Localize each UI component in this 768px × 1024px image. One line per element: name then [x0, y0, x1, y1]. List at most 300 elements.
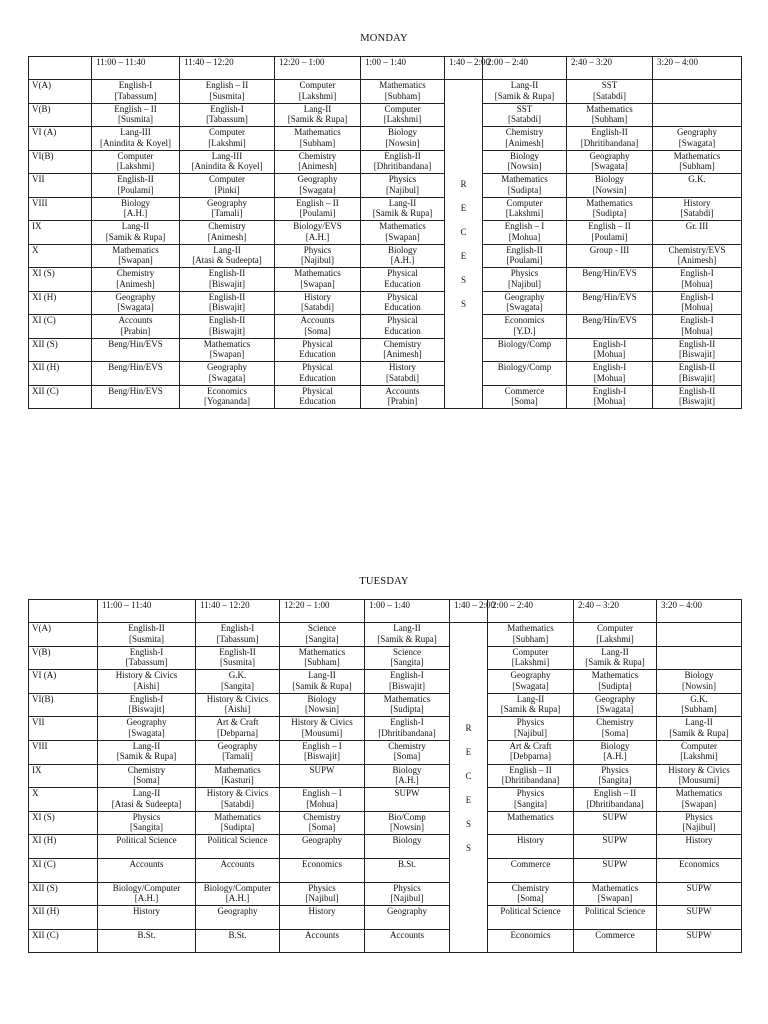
period-time-header: 2:00 – 2:40 — [488, 600, 574, 623]
subject-text: Mathematics — [501, 174, 548, 184]
monday-title: MONDAY — [360, 33, 408, 44]
teacher-text: [Animesh] — [298, 161, 337, 171]
period-cell — [483, 385, 567, 409]
period-cell — [488, 882, 574, 906]
subject-text: Physical — [387, 268, 418, 278]
teacher-text: [Biswajit] — [679, 372, 715, 383]
subject-text: Lang-II — [308, 670, 336, 681]
subject-text: Lang-II — [132, 740, 161, 751]
recess-letter: C — [465, 770, 472, 781]
subject-text: Mathematics — [586, 103, 633, 114]
teacher-text: [Swagata] — [512, 680, 549, 691]
subject-text: Beng/Hin/EVS — [582, 291, 637, 302]
teacher-text: [Satabdi] — [301, 302, 334, 312]
teacher-text: [A.H.] — [305, 231, 330, 242]
teacher-text: [Tabassum] — [125, 657, 168, 668]
period-cell — [488, 811, 574, 835]
teacher-text: [Mohua] — [508, 231, 541, 242]
period-cell — [657, 906, 742, 930]
subject-text: B.St. — [397, 858, 416, 869]
table-row — [29, 811, 742, 835]
subject-text: English – II — [114, 103, 157, 114]
period-time-header: 11:40 – 12:20 — [180, 57, 275, 80]
teacher-text: [Nowsin] — [385, 137, 420, 148]
period-cell — [361, 80, 445, 104]
period-cell — [275, 103, 361, 127]
period-cell — [275, 315, 361, 339]
teacher-text: [Prabin] — [387, 396, 418, 406]
teacher-text: [Lakshmi] — [680, 751, 718, 762]
teacher-text: [Prabin] — [120, 325, 151, 336]
subject-text: SUPW — [686, 906, 712, 917]
subject-text: Biology — [600, 740, 630, 751]
teacher-text: [Samik & Rupa] — [500, 704, 561, 715]
teacher-text: Education — [299, 349, 336, 359]
period-cell — [275, 221, 361, 245]
subject-text: Computer — [384, 103, 421, 114]
period-cell — [483, 127, 567, 151]
subject-text: Lang-II — [303, 103, 332, 114]
period-cell — [275, 291, 361, 315]
teacher-text: [Lakshmi] — [511, 657, 550, 668]
teacher-text: [Sudipta] — [598, 680, 632, 691]
period-cell — [98, 693, 196, 717]
teacher-text: [Sudipta] — [592, 208, 627, 218]
period-cell — [280, 693, 365, 717]
recess-letter: R — [460, 179, 467, 189]
teacher-text: [Atasi & Sudeepta] — [111, 798, 182, 809]
recess-letter: S — [460, 275, 466, 285]
subject-text: Computer — [512, 646, 549, 657]
teacher-text: [Najibul] — [386, 184, 419, 195]
subject-text: English-II — [128, 623, 165, 633]
period-cell — [275, 362, 361, 386]
teacher-text: [A.H.] — [395, 775, 419, 786]
period-cell — [483, 174, 567, 198]
teacher-text: [Samik & Rupa] — [372, 208, 433, 218]
period-cell — [361, 127, 445, 151]
recess-letter: R — [465, 722, 472, 733]
subject-text: SUPW — [394, 788, 420, 799]
period-cell — [92, 244, 180, 268]
subject-text: Chemistry — [303, 811, 341, 822]
teacher-text: [Sudipta] — [507, 184, 542, 195]
period-cell — [567, 385, 653, 409]
period-cell — [196, 670, 280, 694]
teacher-text: [Dhritibandana] — [580, 137, 639, 148]
subject-text: Physical — [302, 362, 333, 372]
period-cell — [92, 127, 180, 151]
period-cell — [92, 268, 180, 292]
subject-text: Mathematics — [383, 693, 431, 704]
subject-text: Physical — [302, 338, 333, 349]
subject-text: Accounts — [390, 929, 424, 940]
teacher-text: [Tamali] — [222, 751, 253, 762]
recess-label — [451, 716, 486, 860]
period-cell — [365, 906, 450, 930]
teacher-text: [Swapan] — [209, 349, 245, 359]
subject-text: English – II — [296, 197, 339, 208]
subject-text: Lang-III — [120, 127, 151, 137]
subject-text: Political Science — [584, 906, 646, 917]
corner-header-cell — [29, 57, 92, 80]
recess-letter: E — [465, 794, 472, 805]
period-cell — [98, 906, 196, 930]
tuesday-timetable — [28, 599, 742, 953]
teacher-text: [Samik & Rupa] — [585, 657, 645, 668]
period-cell — [98, 740, 196, 764]
subject-text: Beng/Hin/EVS — [108, 362, 163, 372]
subject-text: Biology/EVS — [293, 221, 342, 231]
subject-text: Physics — [388, 174, 417, 184]
period-cell — [180, 338, 275, 362]
teacher-text: [A.H.] — [134, 893, 159, 904]
teacher-text: [Nowsin] — [390, 822, 424, 833]
period-cell — [275, 80, 361, 104]
period-cell — [92, 80, 180, 104]
period-cell — [280, 646, 365, 670]
teacher-text: [Mousumi] — [301, 727, 343, 738]
subject-text: SUPW — [686, 882, 712, 893]
recess-letter: E — [460, 251, 467, 261]
subject-text: Biology — [120, 197, 150, 208]
subject-text: Physical — [387, 291, 418, 302]
class-name-cell: VII — [29, 717, 98, 741]
subject-text: Computer — [506, 197, 543, 208]
teacher-text: [Aishi] — [224, 704, 251, 715]
class-name-cell: XII (H) — [29, 906, 98, 930]
period-cell — [365, 740, 450, 764]
period-cell — [361, 244, 445, 268]
period-cell — [365, 764, 450, 788]
subject-text: Physics — [132, 811, 161, 822]
subject-text: History — [517, 835, 544, 846]
teacher-text: [Aishi] — [133, 680, 160, 691]
period-cell — [280, 717, 365, 741]
subject-text: SUPW — [309, 764, 335, 775]
subject-text: SST — [601, 80, 618, 90]
period-cell — [361, 174, 445, 198]
teacher-text: [Soma] — [308, 822, 336, 833]
subject-text: Accounts — [385, 385, 420, 396]
period-cell — [280, 835, 365, 859]
teacher-text: [Biswajit] — [389, 680, 425, 691]
subject-text: Commerce — [595, 929, 635, 940]
subject-text: Beng/Hin/EVS — [582, 268, 637, 278]
period-cell — [567, 315, 653, 339]
teacher-text: [Subham] — [304, 657, 340, 668]
period-cell — [365, 858, 450, 882]
teacher-text: [Samik & Rupa] — [669, 727, 729, 738]
subject-text: Biology — [387, 127, 417, 137]
recess-cell — [450, 623, 488, 953]
table-row — [29, 221, 742, 245]
teacher-text: [Atasi & Sudeepta] — [192, 255, 262, 265]
subject-text: Geography — [217, 906, 258, 917]
subject-text: Physical — [302, 385, 333, 396]
subject-text: English-I — [592, 338, 627, 349]
subject-text: Beng/Hin/EVS — [582, 315, 637, 325]
class-name-cell: V(B) — [29, 103, 92, 127]
period-cell — [98, 882, 196, 906]
subject-text: History & Civics — [206, 693, 269, 704]
period-cell — [275, 127, 361, 151]
subject-text: Mathematics — [203, 338, 251, 349]
subject-text: English – II — [593, 788, 637, 799]
class-name-cell: XII (S) — [29, 882, 98, 906]
class-name-cell: XII (C) — [29, 929, 98, 953]
subject-text: Biology — [509, 150, 539, 161]
period-time-header: 11:00 – 11:40 — [92, 57, 180, 80]
period-cell — [574, 811, 657, 835]
period-cell — [567, 174, 653, 198]
period-cell — [361, 197, 445, 221]
teacher-text: [Swapan] — [681, 798, 717, 809]
subject-text: Geography — [126, 717, 167, 728]
period-cell — [653, 268, 742, 292]
subject-text: Chemistry — [208, 221, 246, 231]
class-name-cell: V(B) — [29, 646, 98, 670]
subject-text: Geography — [677, 127, 717, 137]
subject-text: Chemistry — [388, 740, 426, 751]
teacher-text: [Mohua] — [681, 302, 713, 312]
class-name-cell: XI (H) — [29, 835, 98, 859]
recess-letter: E — [460, 203, 467, 213]
period-cell — [280, 811, 365, 835]
subject-text: English-I — [592, 362, 627, 372]
teacher-text: [Biswajit] — [679, 396, 715, 406]
subject-text: Biology/Computer — [112, 882, 181, 893]
period-cell — [483, 338, 567, 362]
subject-text: SUPW — [686, 929, 712, 940]
period-cell — [196, 693, 280, 717]
period-cell — [180, 244, 275, 268]
period-cell — [574, 693, 657, 717]
subject-text: Economics — [510, 929, 551, 940]
period-cell — [653, 127, 742, 151]
subject-text: Computer — [681, 740, 717, 751]
subject-text: Mathematics — [294, 127, 341, 137]
class-name-cell: XII (H) — [29, 362, 92, 386]
teacher-text: [Anindita & Koyel] — [100, 137, 171, 148]
period-cell — [196, 717, 280, 741]
period-cell — [567, 80, 653, 104]
subject-text: History — [683, 197, 711, 208]
period-cell — [365, 693, 450, 717]
period-cell — [361, 315, 445, 339]
subject-text: G.K. — [690, 693, 708, 704]
teacher-text: [Debparna] — [217, 727, 258, 738]
subject-text: B.St. — [137, 929, 156, 940]
period-cell — [98, 788, 196, 812]
period-cell — [98, 623, 196, 647]
subject-text: English-II — [384, 150, 421, 161]
period-cell — [657, 788, 742, 812]
teacher-text: [Satabdi] — [508, 114, 541, 124]
period-cell — [657, 646, 742, 670]
subject-text: Science — [308, 623, 336, 633]
subject-text: G.K. — [688, 174, 706, 184]
subject-text: Mathematics — [586, 197, 633, 208]
teacher-text: [Subham] — [512, 633, 549, 644]
table-row — [29, 385, 742, 409]
subject-text: English-II — [208, 268, 246, 278]
period-cell — [98, 929, 196, 953]
class-name-cell: VIII — [29, 197, 92, 221]
class-name-cell: VI (A) — [29, 670, 98, 694]
teacher-text: [Satabdi] — [593, 90, 626, 101]
subject-text: English – II — [509, 764, 552, 775]
teacher-text: [Swagata] — [506, 302, 543, 312]
subject-text: English-I — [220, 623, 255, 633]
subject-text: Chemistry — [383, 338, 422, 349]
teacher-text: [Samik & Rupa] — [292, 680, 352, 691]
teacher-text: [Subham] — [384, 90, 421, 101]
teacher-text: [Biswajit] — [209, 278, 245, 289]
table-row — [29, 197, 742, 221]
table-row — [29, 670, 742, 694]
class-name-cell: XI (S) — [29, 268, 92, 292]
period-cell — [574, 929, 657, 953]
table-row — [29, 835, 742, 859]
subject-text: Mathematics — [112, 244, 159, 255]
teacher-text: [Animesh] — [383, 349, 422, 359]
teacher-text: [Samik & Rupa] — [377, 633, 437, 644]
teacher-text: [Animesh] — [677, 255, 717, 265]
period-cell — [574, 764, 657, 788]
teacher-text: [Swagata] — [117, 302, 154, 312]
period-cell — [280, 906, 365, 930]
table-row — [29, 646, 742, 670]
teacher-text: [Sangita] — [598, 775, 632, 786]
teacher-text: Education — [384, 278, 421, 289]
subject-text: Biology/Comp — [497, 362, 552, 372]
subject-text: Commerce — [510, 858, 551, 869]
subject-text: History — [389, 362, 416, 372]
period-cell — [653, 197, 742, 221]
period-cell — [365, 882, 450, 906]
period-cell — [483, 291, 567, 315]
teacher-text: [Swagata] — [596, 704, 634, 715]
period-cell — [488, 764, 574, 788]
teacher-text: [Samik & Rupa] — [494, 90, 555, 101]
subject-text: Physics — [308, 882, 336, 893]
subject-text: Lang-II — [213, 244, 241, 255]
table-row — [29, 174, 742, 198]
teacher-text: [Soma] — [601, 727, 629, 738]
teacher-text: [Swagata] — [208, 372, 246, 383]
subject-text: English-II — [208, 315, 246, 325]
period-cell — [98, 670, 196, 694]
teacher-text: [Y.D.] — [513, 325, 536, 336]
teacher-text: [Sangita] — [390, 657, 424, 668]
subject-text: English-I — [210, 103, 244, 114]
period-cell — [361, 291, 445, 315]
subject-text: G.K. — [228, 670, 247, 681]
teacher-text: [Mohua] — [593, 349, 626, 359]
subject-text: Geography — [207, 197, 247, 208]
teacher-text: [Sangita] — [514, 798, 547, 809]
subject-text: Political Science — [116, 835, 177, 846]
teacher-text: [A.H.] — [225, 893, 250, 904]
period-cell — [483, 80, 567, 104]
subject-text: History — [308, 906, 336, 917]
period-cell — [180, 197, 275, 221]
teacher-text: [Anindita & Koyel] — [191, 161, 263, 171]
period-cell — [92, 362, 180, 386]
subject-text: Lang-II — [121, 221, 150, 231]
subject-text: History & Civics — [668, 764, 730, 775]
period-cell — [488, 623, 574, 647]
period-cell — [653, 291, 742, 315]
recess-letter: C — [460, 227, 467, 237]
teacher-text: [Lakshmi] — [505, 208, 544, 218]
subject-text: Lang-III — [211, 150, 243, 161]
teacher-text: [Lakshmi] — [383, 114, 422, 124]
subject-text: Mathematics — [591, 670, 639, 681]
recess-letter: S — [460, 299, 466, 309]
subject-text: Chemistry — [298, 150, 337, 161]
teacher-text: [Susmita] — [118, 114, 153, 124]
teacher-text: [Biswajit] — [209, 302, 245, 312]
teacher-text: [Soma] — [133, 775, 160, 786]
subject-text: Bio/Comp — [388, 811, 426, 822]
period-cell — [196, 811, 280, 835]
recess-label — [446, 172, 481, 316]
teacher-text: [Mohua] — [593, 396, 626, 406]
subject-text: Mathematics — [214, 764, 261, 775]
subject-text: Lang-II — [601, 646, 629, 657]
subject-text: Physics — [393, 882, 421, 893]
subject-text: Chemistry — [116, 268, 155, 278]
teacher-text: [Samik & Rupa] — [116, 751, 177, 762]
period-cell — [180, 315, 275, 339]
teacher-text: [Subham] — [299, 137, 336, 148]
period-cell — [365, 646, 450, 670]
table-row — [29, 693, 742, 717]
period-cell — [92, 315, 180, 339]
period-cell — [574, 882, 657, 906]
teacher-text: [Mohua] — [681, 278, 713, 289]
monday-timetable — [28, 56, 742, 409]
table-row — [29, 362, 742, 386]
teacher-text: [Samik & Rupa] — [287, 114, 348, 124]
table-row — [29, 623, 742, 647]
period-cell — [180, 103, 275, 127]
period-cell — [275, 338, 361, 362]
class-name-cell: V(A) — [29, 623, 98, 647]
period-time-header: 1:00 – 1:40 — [365, 600, 450, 623]
subject-text: Accounts — [129, 858, 164, 869]
subject-text: Computer — [299, 80, 336, 90]
subject-text: Accounts — [118, 315, 153, 325]
period-cell — [361, 385, 445, 409]
table-row — [29, 338, 742, 362]
subject-text: Physics — [516, 788, 545, 799]
table-row — [29, 315, 742, 339]
subject-text: English-II — [678, 338, 716, 349]
period-time-header: 12:20 – 1:00 — [275, 57, 361, 80]
teacher-text: [Biswajit] — [128, 704, 165, 715]
subject-text: English-I — [680, 315, 714, 325]
table-row — [29, 740, 742, 764]
period-cell — [196, 788, 280, 812]
period-cell — [653, 338, 742, 362]
teacher-text: [Poulami] — [506, 255, 543, 265]
subject-text: SST — [516, 103, 533, 114]
teacher-text: [Susmita] — [129, 633, 164, 644]
period-cell — [488, 693, 574, 717]
